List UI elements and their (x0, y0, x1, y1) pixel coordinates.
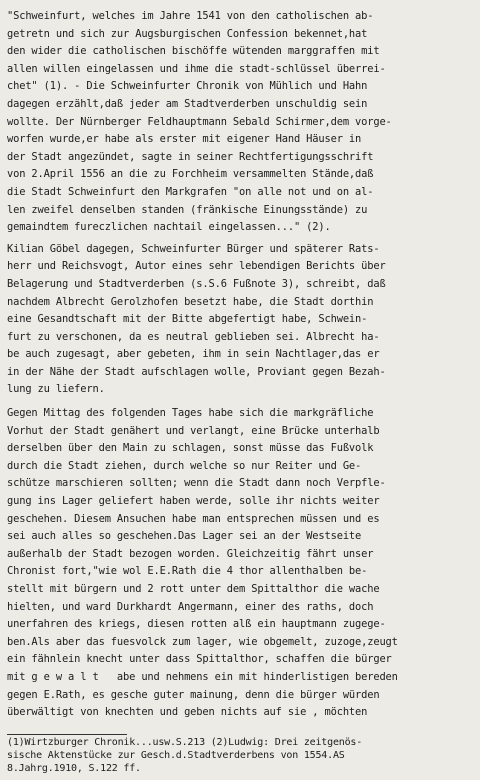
text-line: Belagerung und Stadtverderben (s.S.6 Fußnote 3), schreibt, daß (7, 277, 386, 290)
text-line: worfen wurde,er habe als erster mit eigener Hand Häuser in (7, 133, 362, 146)
text-line: geschehen. Diesem Ansuchen habe man entsprechen müssen und es (7, 512, 380, 525)
text-line: ein fähnlein knecht unter dass Spittalthor, schaffen die bürger (7, 653, 392, 666)
footnote-line: sische Aktenstücke zur Gesch.d.Stadtverderbens von 1554.AS (7, 750, 345, 761)
text-line: nachdem Albrecht Gerolzhofen besetzt habe, die Stadt dorthin (7, 295, 374, 308)
text-line: schütze marschieren sollten; wenn die Stadt dann noch Verpfle- (7, 477, 386, 490)
text-line: be auch zugesagt, aber gebeten, ihm in sein Nachtlager,das er (7, 348, 380, 361)
text-line: eine Gesandtschaft mit der Bitte abgefertigt habe, Schwein- (7, 313, 368, 326)
text-line: die Stadt Schweinfurt den Markgrafen "on alle not und on al- (7, 185, 374, 198)
text-line: in der Nähe der Stadt aufschlagen wolle, Proviant gegen Bezah- (7, 365, 386, 378)
text-line: ben.Als aber das fuesvolck zum lager, wie obgemelt, zuzoge,zeugt (7, 635, 398, 648)
text-line: hielten, und ward Durkhardt Angermann, einer des raths, doch (7, 600, 374, 613)
paragraph-2 (7, 241, 470, 399)
text-line: von 2.April 1556 an die zu Forchheim versammelten Stände,daß (7, 168, 374, 181)
text-line: Gegen Mittag des folgenden Tages habe sich die markgräfliche (7, 407, 374, 420)
text-line: wollte. Der Nürnberger Feldhauptmann Sebald Schirmer,dem vorge- (7, 115, 392, 128)
text-line: der Stadt angezündet, sagte in seiner Rechtfertigungsschrift (7, 150, 374, 163)
text-line: gemaindtem fureczlichen nachtail eingelassen..." (2). (7, 221, 331, 234)
text-line: gung ins Lager geliefert haben werde, solle ihr nichts weiter (7, 495, 380, 508)
text-line: unerfahren des kriegs, diesen rotten alß ein hauptmann zugege- (7, 618, 386, 631)
text-line: len zweifel denselben standen (fränkische Einungsstände) zu (7, 203, 368, 216)
text-line: chet" (1). - Die Schweinfurter Chronik von Mühlich und Hahn (7, 80, 368, 93)
text-line: dagegen erzählt,daß jeder am Stadtverderben unschuldig sein (7, 97, 368, 110)
text-line: derselben über den Main zu schlagen, sonst müsse das Fußvolk (7, 442, 374, 455)
footnote-line: 8.Jahrg.1910, S.122 ff. (7, 763, 141, 774)
text-line: überwältigt von knechten und geben nichts auf sie , möchten (7, 706, 368, 719)
text-line: Kilian Göbel dagegen, Schweinfurter Bürger und späterer Rats- (7, 242, 380, 255)
text-line: gegen E.Rath, es gesche guter mainung, denn die bürger würden (7, 688, 380, 701)
footnote-divider (7, 734, 127, 735)
paragraph-3 (7, 405, 470, 722)
text-line: furt zu verschonen, da es neutral geblieben sei. Albrecht ha- (7, 330, 380, 343)
text-line: allen willen eingelassen und ihme die stadt-schlüssel überrei- (7, 62, 386, 75)
text-line: getretn und sich zur Augsburgischen Confession bekennet,hat (7, 27, 368, 40)
text-line: Vorhut der Stadt genähert und verlangt, eine Brücke unterhalb (7, 424, 380, 437)
text-line: "Schweinfurt, welches im Jahre 1541 von den catholischen ab- (7, 10, 374, 22)
text-line: mit g e w a l t abe und nehmens ein mit hinderlistigen bereden (7, 670, 398, 683)
text-line: Chronist fort,"wie wol E.E.Rath die 4 thor allenthalben be- (7, 565, 368, 578)
text-line: lung zu liefern. (7, 383, 105, 396)
text-line: außerhalb der Stadt bezogen worden. Gleichzeitig fährt unser (7, 547, 374, 560)
text-line: herr und Reichsvogt, Autor eines sehr lebendigen Berichts über (7, 260, 386, 273)
footnotes (7, 736, 362, 775)
footnote-line: (1)Wirtzburger Chronik...usw.S.213 (2)Ludwig: Drei zeitgenös- (7, 737, 363, 748)
text-line: durch die Stadt ziehen, durch welche so nur Reiter und Ge- (7, 459, 362, 472)
text-line: stellt mit bürgern und 2 rott unter dem Spittalthor die wache (7, 583, 380, 595)
text-line: sei auch alles so geschehen.Das Lager sei an der Westseite (7, 530, 362, 543)
text-line: den wider die catholischen bischöffe wütenden marggraffen mit (7, 45, 380, 58)
paragraph-1 (7, 8, 470, 237)
